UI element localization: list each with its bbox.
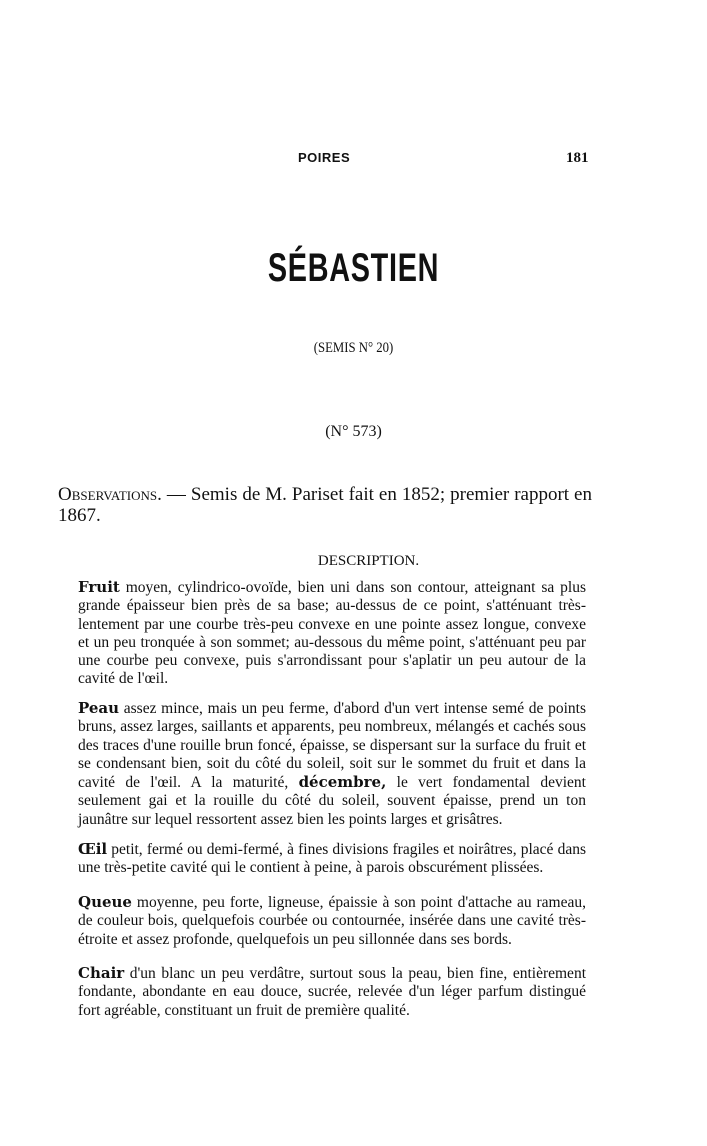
- observations-text: — Semis de M. Pariset fait en 1852; premier rapport en 1867.: [58, 484, 592, 526]
- description-heading: DESCRIPTION.: [317, 553, 420, 569]
- catalog-number: (N° 573): [325, 423, 382, 440]
- paragraph-text: moyenne, peu forte, ligneuse, épaissie à son point d'attache au rameau, de couleur bois, quelquefois courbée ou contournée, insérée dans une cavité très-étroite et assez profonde, quelquefois un peu sillonnée dans ses bords.: [78, 894, 586, 948]
- page-number: 181: [566, 150, 589, 166]
- paragraph-oeil: [78, 840, 586, 878]
- paragraph-peau: [78, 699, 586, 829]
- paragraph-text: assez mince, mais un peu ferme, d'abord d'un vert intense semé de points bruns, assez larges, saillants et apparents, peu nombreux, mélangés et cachés sous des traces d'une rouille brun foncé, épaisse, se dispersant sur la surface du fruit et se condensant bien, soit du côté du soleil, soit sur le sommet du fruit et dans la cavité de l'œil. A la maturité,: [78, 700, 586, 792]
- page-title: SÉBASTIEN: [267, 246, 440, 290]
- term: Queue: [78, 893, 132, 911]
- bold-month: décembre,: [298, 773, 387, 792]
- paragraph-chair: [78, 964, 586, 1020]
- term: Chair: [78, 964, 125, 982]
- paragraph-text: moyen, cylindrico-ovoïde, bien uni dans son contour, atteignant sa plus grande épaisseur bien près de sa base; au-dessus de ce point, s'atténuant très-lentement par une courbe très-peu convexe en une pointe assez longue, convexe et un peu tronquée à son sommet; au-dessous du même point, s'atténuant peu par une courbe peu convexe, puis s'arrondissant pour s'aplatir un peu autour de la cavité de l'œil.: [78, 579, 586, 688]
- term: Peau: [78, 699, 120, 717]
- observations: [58, 484, 592, 526]
- paragraph-text: le vert fondamental devient seulement gai et la rouille du côté du soleil, souvent épaisse, prend un ton jaunâtre sur lequel ressortent assez bien les points larges et grisâtres.: [78, 774, 586, 828]
- term: Fruit: [78, 578, 120, 596]
- paragraph-fruit: [78, 578, 586, 689]
- running-head: POIRES: [298, 150, 351, 165]
- observations-label: Observations.: [58, 484, 162, 505]
- paragraph-text: petit, fermé ou demi-fermé, à fines divisions fragiles et noirâtres, placé dans une très-petite cavité qui le contient à peine, à parois obscurément plissées.: [78, 841, 586, 877]
- paragraph-text: d'un blanc un peu verdâtre, surtout sous la peau, bien fine, entièrement fondante, abondante en eau douce, sucrée, relevée d'un léger parfum distingué fort agréable, constituant un fruit de première qualité.: [78, 965, 586, 1019]
- subtitle: (SEMIS N° 20): [313, 340, 394, 356]
- term: Œil: [78, 840, 108, 858]
- paragraph-queue: [78, 893, 586, 949]
